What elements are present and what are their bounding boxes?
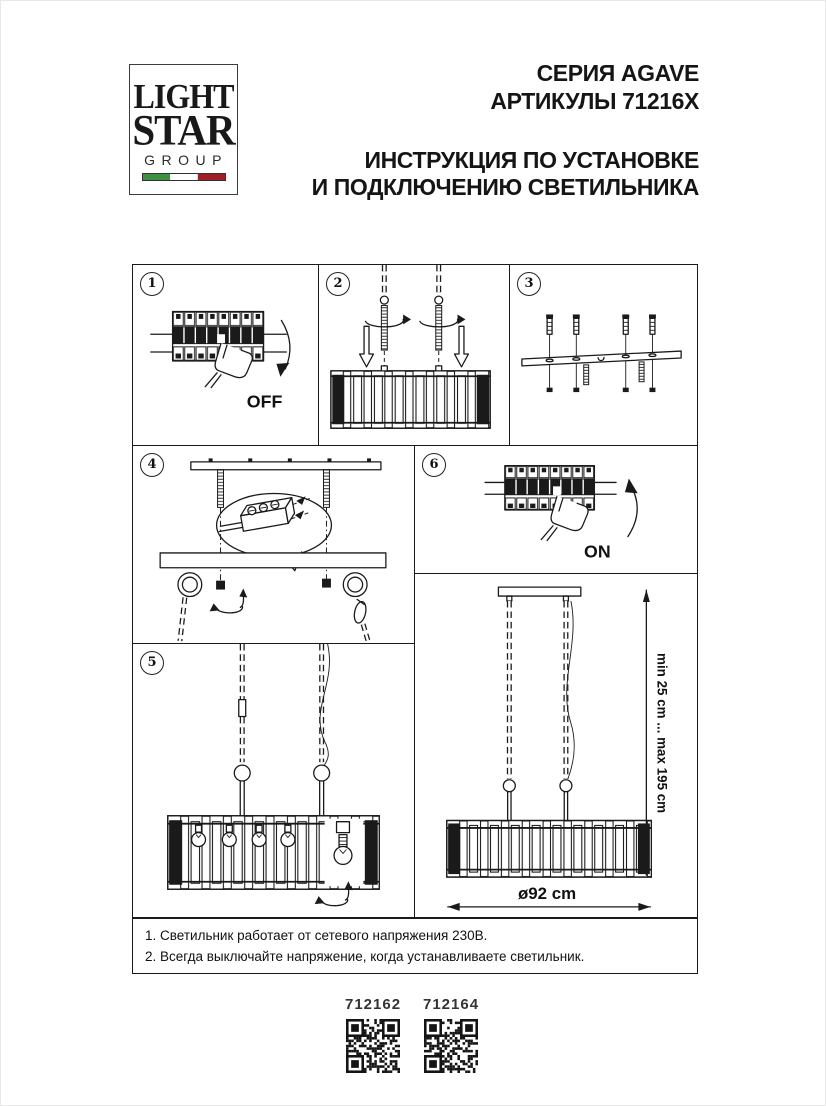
canopy-bar — [160, 553, 386, 568]
on-label: ON — [584, 541, 611, 562]
note-line: 1. Светильник работает от сетевого напряжения 230В. — [145, 928, 488, 943]
right-chain-with-wire — [560, 601, 574, 820]
bulb-installation-drawing — [133, 644, 415, 918]
chandelier-hanging-drawing — [319, 265, 510, 446]
diameter-label: ø92 cm — [517, 883, 577, 903]
article-numbers: АРТИКУЛЫ 71216X — [490, 88, 699, 114]
safety-notes — [132, 917, 698, 974]
ceiling-plate — [498, 587, 580, 601]
dimension-drawing — [415, 574, 697, 918]
header-text — [312, 59, 699, 201]
right-hanging-ring — [343, 573, 368, 641]
diameter-dimension — [448, 884, 651, 911]
product-code-block — [345, 996, 401, 1078]
mounting-strip — [522, 351, 681, 366]
logo-word-star: STAR — [132, 105, 235, 155]
step-number-badge: 4 — [140, 453, 164, 477]
panel-step-5 — [132, 643, 416, 919]
logo-word-group: GROUP — [144, 152, 228, 168]
mounting-bracket-anchors-drawing — [510, 265, 697, 446]
logo-word-light: LIGHT — [133, 76, 234, 116]
series-name: СЕРИЯ AGAVE — [536, 60, 699, 86]
step-number-badge: 1 — [140, 272, 164, 296]
off-label: OFF — [246, 391, 283, 412]
note-line: 2. Всегда выключайте напряжение, когда устанавливаете светильник. — [145, 949, 585, 964]
switch-down-arrow-icon — [276, 320, 290, 376]
down-arrow-icon — [455, 326, 469, 367]
step-number-badge: 5 — [140, 651, 164, 675]
qr-code-icon — [424, 1019, 478, 1073]
step-number-badge: 6 — [422, 453, 446, 477]
product-code-label: 712164 — [423, 996, 480, 1013]
panel-step-3 — [509, 264, 698, 447]
doc-title-line1: ИНСТРУКЦИЯ ПО УСТАНОВКЕ — [364, 147, 699, 173]
product-code-label: 712162 — [345, 996, 402, 1013]
chandelier-body — [447, 820, 652, 877]
height-dimension — [643, 590, 669, 876]
panel-dimensions — [414, 573, 698, 919]
wiring-terminal-drawing — [133, 446, 415, 644]
lightstar-logo — [129, 64, 238, 195]
italian-flag-icon — [142, 173, 226, 181]
step-number-badge: 2 — [326, 272, 350, 296]
wall-anchors — [546, 314, 656, 358]
panel-step-1 — [132, 264, 320, 447]
chandelier-body — [331, 366, 490, 428]
qr-code-icon — [346, 1019, 400, 1073]
circuit-breaker-on-drawing — [415, 446, 697, 574]
left-chain — [234, 644, 250, 816]
right-chain-with-wire — [314, 644, 330, 816]
left-chain — [503, 601, 515, 820]
left-hanging-ring — [178, 573, 202, 641]
panel-step-6 — [414, 445, 698, 575]
panel-step-4 — [132, 445, 416, 645]
circuit-breaker-off-drawing — [133, 265, 319, 446]
panel-step-2 — [318, 264, 511, 447]
ceiling-bracket — [191, 458, 381, 469]
left-suspension-rod — [366, 265, 411, 368]
wire-end — [216, 581, 225, 590]
step-number-badge: 3 — [517, 272, 541, 296]
height-range-label: min 25 cm ... max 195 cm — [654, 653, 670, 814]
product-code-block — [423, 996, 479, 1078]
breaker-body — [505, 466, 595, 510]
product-codes — [345, 996, 479, 1078]
doc-title-line2: И ПОДКЛЮЧЕНИЮ СВЕТИЛЬНИКА — [311, 174, 699, 200]
switch-up-arrow-icon — [625, 478, 638, 536]
wire-end — [322, 579, 331, 588]
screw-rotation-icon — [210, 589, 248, 613]
down-arrow-icon — [360, 326, 374, 367]
